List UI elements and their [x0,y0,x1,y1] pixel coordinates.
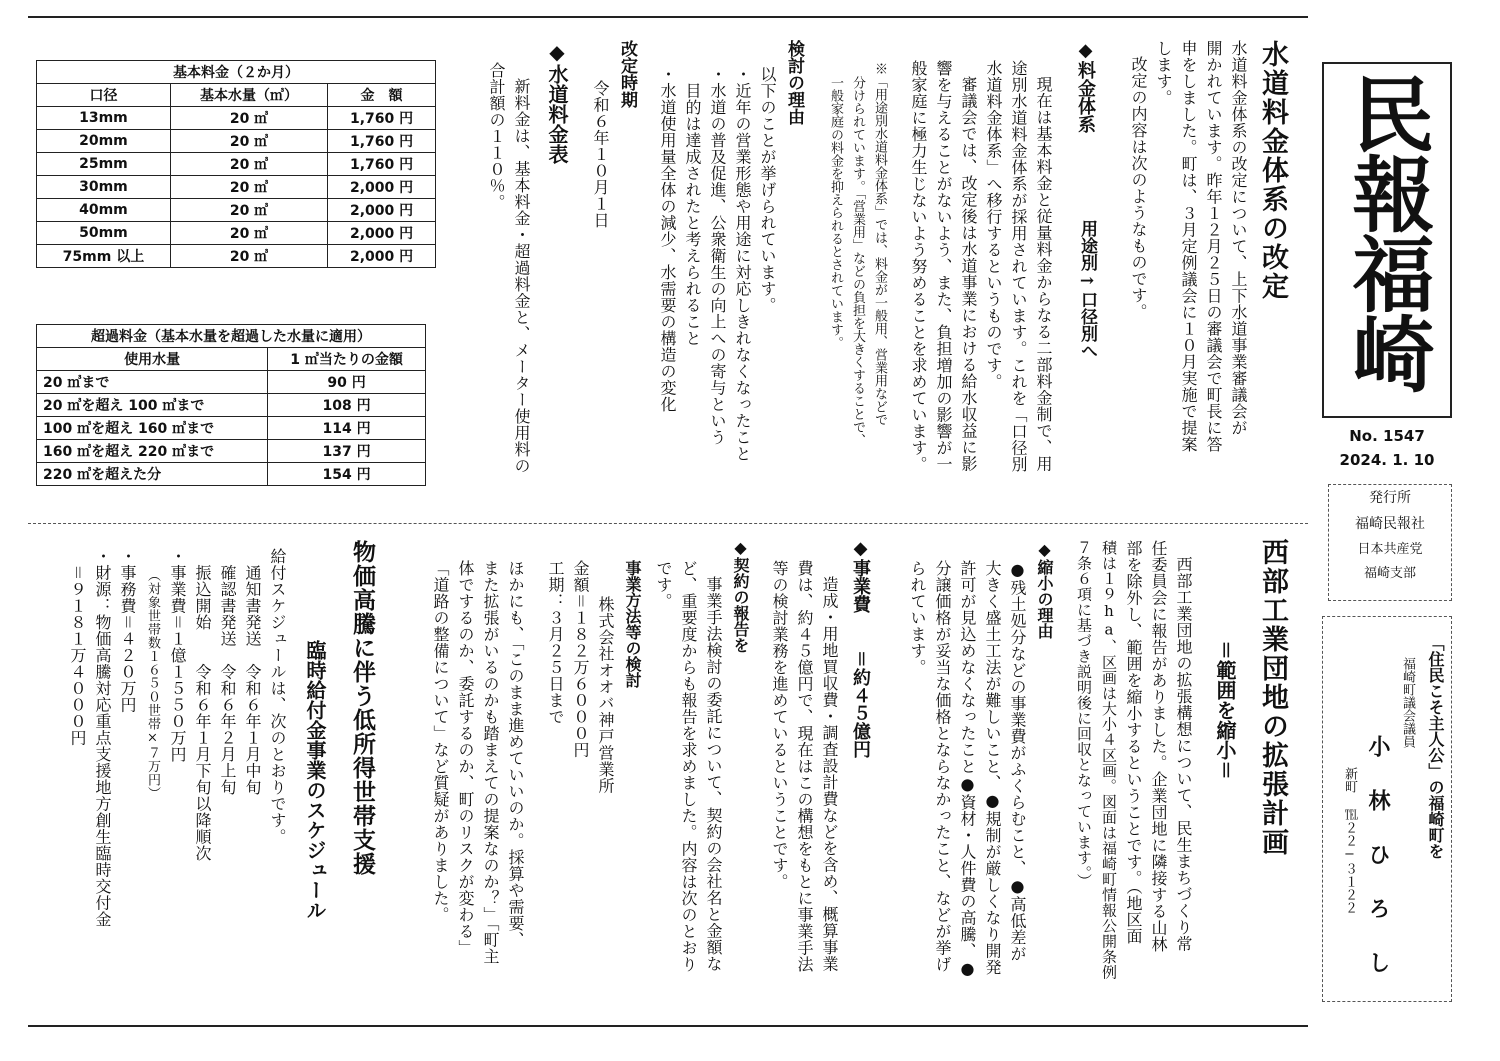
subsidy-subheadline: 臨時給付金事業のスケジュール [303,640,327,920]
reduction-reason-body [894,560,1030,1015]
rate-table-body [478,62,534,512]
table-cell: 20 ㎥ [170,176,327,199]
subsidy-line: ・財源：物価高騰対応重点支援地方創生臨時交付金 [93,548,112,928]
water-intro-line: 水道料金体系の改定について、上下水道事業審議会が [1229,40,1248,436]
issue-number: No. 1547 [1349,427,1425,445]
subsidy-line: ・事業費＝１億１５５０万円 [168,548,187,763]
subsidy-line: 通知書発送 令和６年１月中旬 [243,548,262,796]
rate-table-heading: ◆水道料金表 [545,40,569,164]
publisher-name: 福崎民報社 [1355,516,1425,532]
closing-line: ほかにも、「このまま進めていいのか。採算や需要、 [506,560,525,948]
reduction-line: ●残土処分などの事業費がふくらむこと、●高低差が [1008,560,1027,962]
table-cell: 20 ㎥を超え 100 ㎥まで [37,394,268,417]
contract-line: です。 [654,560,673,610]
reason-line: ・水道の普及促進、公衆衛生の向上への寄与という [708,66,727,446]
table-cell: 75mm 以上 [37,245,171,268]
table-row [37,153,436,176]
table-cell: 1,760 円 [328,130,436,153]
subsidy-line: 振込開始 令和６年１月下旬以降順次 [193,548,212,862]
column-header: 口径 [37,84,171,107]
review-reason-heading: 検討の理由 [784,40,804,125]
rate-system-line: 現在は基本料金と従量料金からなる二部料金制で、用 [1034,76,1053,472]
water-headline: 水道料金体系の改定 [1257,40,1288,301]
reduction-line: 分譲価格が妥当な価格とならなかったこと、などが挙げ [933,560,952,973]
method-line: 工期：３月２５日まで [546,560,565,725]
table-cell: 20 ㎥まで [37,371,268,394]
issue-info [1322,424,1452,472]
table-row [37,222,436,245]
table-cell: 160 ㎥を超え 220 ㎥まで [37,440,268,463]
table-cell: 25mm [37,153,171,176]
table-cell: 137 円 [268,440,426,463]
cost-line: 費は、約４５億円で、現在はこの構想をもとに事業手法 [795,560,814,973]
table-row [37,245,436,268]
publisher-box [1328,484,1452,601]
rate-system-note [818,62,890,492]
industrial-subheadline: ＝範囲を縮小＝ [1213,640,1237,780]
bottom-rule [28,1025,1308,1027]
excess-fee-table [36,324,426,486]
revision-date-heading: 改定時期 [617,40,637,108]
table-cell: 13mm [37,107,171,130]
rate-system-body [900,60,1056,520]
rate-system-line: 審議会では、改定後は水道事業における給水収益に影 [959,76,978,472]
subsidy-line: 確認書発送 令和６年２月上旬 [218,548,237,796]
table-row [37,394,426,417]
ad-slogan: 「住民こそ主人公」の福崎町を [1426,635,1445,859]
table-row [37,463,426,486]
column-header: 1 ㎥当たりの金額 [268,348,426,371]
rate-system-line: 水道料金体系」へ移行するというものです。 [984,60,1003,390]
note-line: 分けられています。「営業用」などの負担を大きくすることで、 [850,76,865,447]
column-header: 使用水量 [37,348,268,371]
branch-name: 福崎支部 [1363,566,1416,581]
reason-line: 目的は達成されたと考えられること [683,66,702,347]
subsidy-line: ・事務費＝４２０万円 [118,548,137,713]
table-row [37,176,436,199]
method-line: 株式会社オオバ神戸営業所 [596,596,615,794]
rate-system-subheading: 用途別→口径別へ [1077,220,1097,359]
closing-line: 体でするのか、委託するのか、町のリスクが変わる」 [456,560,475,956]
contract-line: 事業手法検討の委託について、契約の会社名と金額な [704,576,723,972]
table-row [37,130,436,153]
rate-table-line: 合計額の１１０％。 [487,62,506,211]
publisher-label: 発行所 [1369,490,1411,506]
industrial-intro-line: 任委員会に報告がありました。企業団地に隣接する山林 [1149,540,1168,953]
water-intro-line: 申をしました。町は、３月定例議会に１０月実施で提案 [1179,40,1198,453]
industrial-intro-line: 積は１９ha、区画は大小４区画。図面は福崎町情報公開条例 [1100,540,1118,980]
project-cost-heading: ◆事業費 [850,538,871,613]
project-cost-value: ＝約４５億円 [850,650,871,758]
ad-role: 福崎町議会議員 [1400,657,1415,748]
excess-fee-caption-row [37,325,426,348]
revision-date: 令和６年１０月１日 [591,80,610,229]
table-cell: 2,000 円 [328,245,436,268]
basic-fee-caption-row [37,61,436,84]
table-cell: 90 円 [268,371,426,394]
reduction-line: られています。 [908,560,927,676]
reason-line: ・水道使用量全体の減少、水需要の構造の変化 [658,66,677,413]
water-intro-line: 開かれています。昨年１２月２５日の審議会で町長に答 [1204,40,1223,453]
table-cell: 1,760 円 [328,107,436,130]
water-intro-line: 改定の内容は次のようなものです。 [1129,56,1148,320]
table-row [37,371,426,394]
method-review-heading: 事業方法等の検討 [623,560,642,688]
contract-report-body [648,560,726,1015]
water-intro [1115,40,1251,520]
method-review-body [530,560,618,1015]
top-rule [28,16,1308,18]
table-cell: 20 ㎥ [170,130,327,153]
water-intro-line: します。 [1154,40,1173,106]
party-name: 日本共産党 [1357,542,1423,557]
industrial-intro [1060,540,1196,1020]
contract-report-heading: ◆契約の報告を [731,538,750,653]
ad-name: 小 林 ひ ろ し [1365,735,1391,976]
rate-system-line: 途別水道料金体系が採用されています。これを「口径別 [1009,60,1028,473]
advertisement-box [1322,616,1452,1002]
table-row [37,440,426,463]
subsidy-line: 給付スケジュールは、次のとおりです。 [268,548,287,845]
table-cell: 30mm [37,176,171,199]
table-cell: 114 円 [268,417,426,440]
cost-line: 等の検討業務を進めているということです。 [770,560,789,890]
column-header: 金 額 [328,84,436,107]
table-cell: 1,760 円 [328,153,436,176]
rate-system-heading: ◆料金体系 [1075,40,1096,133]
column-header: 基本水量（㎥） [170,84,327,107]
cost-line: 造成・用地買収費・調査設計費などを含め、概算事業 [820,576,839,972]
reason-line: ・近年の営業形態や用途に対応しきれなくなったこと [733,66,752,462]
rate-system-line: 般家庭に極力生じないよう努めることを求めています。 [909,60,928,473]
reduction-reason-heading: ◆縮小の理由 [1035,540,1054,639]
closing-line: また拡張がいるのかも踏まえての提案なのか？」「町主 [481,560,500,965]
subsidy-line: ＝９１８１万４０００円 [68,548,87,746]
note-line: ※「用途別水道料金体系」では、料金が一般用、営業用などで [872,62,887,426]
table-cell: 20 ㎥ [170,107,327,130]
table-cell: 20 ㎥ [170,199,327,222]
table-row [37,417,426,440]
subsidy-headline: 物価高騰に伴う低所得世帯支援 [349,540,376,876]
table-row [37,199,436,222]
industrial-intro-line: ７条６項に基づき説明後に回収となっています。） [1075,540,1093,889]
subsidy-line: （対象世帯数１６５０世帯×７万円） [145,548,160,800]
method-line: 金額＝１８２万６０００円 [571,560,590,758]
subsidy-body [40,548,290,1018]
table-cell: 220 ㎥を超えた分 [37,463,268,486]
contract-line: ど、重要度からも報告を求めました。内容は次のとおり [679,560,698,973]
closing-line: 「道路の整備について」など質疑がありました。 [431,560,450,923]
basic-fee-header-row [37,84,436,107]
issue-date: 2024. 1. 10 [1339,451,1435,469]
table-cell: 2,000 円 [328,222,436,245]
industrial-intro-line: 部を除外し、範囲を縮小するということです。（地区面 [1124,540,1143,945]
note-line: 一般家庭の料金を抑えられるとされています。 [828,76,843,349]
project-cost-body [770,560,842,1015]
basic-fee-table [36,60,436,268]
industrial-closing [418,560,528,1015]
industrial-headline: 西部工業団地の拡張計画 [1257,538,1288,857]
reduction-line: 大きく盛土工法が難しいこと、●規制が厳しくなり開発 [983,560,1002,976]
reduction-line: 許可が見込めなくなったこと●資材・人件費の高騰、● [958,560,977,979]
rate-table-line: 新料金は、基本料金・超過料金と、メーター使用料の [512,78,531,474]
basic-fee-caption: 基本料金（２か月） [37,61,436,84]
masthead-title: 民報福崎 [1339,72,1435,392]
table-cell: 108 円 [268,394,426,417]
excess-fee-header-row [37,348,426,371]
ad-contact: 新町 ℡２２−３１２２ [1342,767,1357,914]
masthead-box [1322,62,1452,418]
review-reason-body [640,66,780,516]
table-cell: 40mm [37,199,171,222]
reason-line: 以下のことが挙げられています。 [758,66,777,314]
table-cell: 100 ㎥を超え 160 ㎥まで [37,417,268,440]
rate-system-line: 響を与えることがないよう、また、負担増加の影響が一 [934,60,953,473]
table-cell: 2,000 円 [328,176,436,199]
table-cell: 20 ㎥ [170,245,327,268]
table-cell: 2,000 円 [328,199,436,222]
industrial-intro-line: 西部工業団地の拡張構想について、民生まちづくり常 [1174,556,1193,952]
table-cell: 20 ㎥ [170,153,327,176]
excess-fee-caption: 超過料金（基本水量を超過した水量に適用） [37,325,426,348]
table-row [37,107,436,130]
table-cell: 50mm [37,222,171,245]
table-cell: 20mm [37,130,171,153]
table-cell: 20 ㎥ [170,222,327,245]
middle-divider [28,523,1308,524]
table-cell: 154 円 [268,463,426,486]
